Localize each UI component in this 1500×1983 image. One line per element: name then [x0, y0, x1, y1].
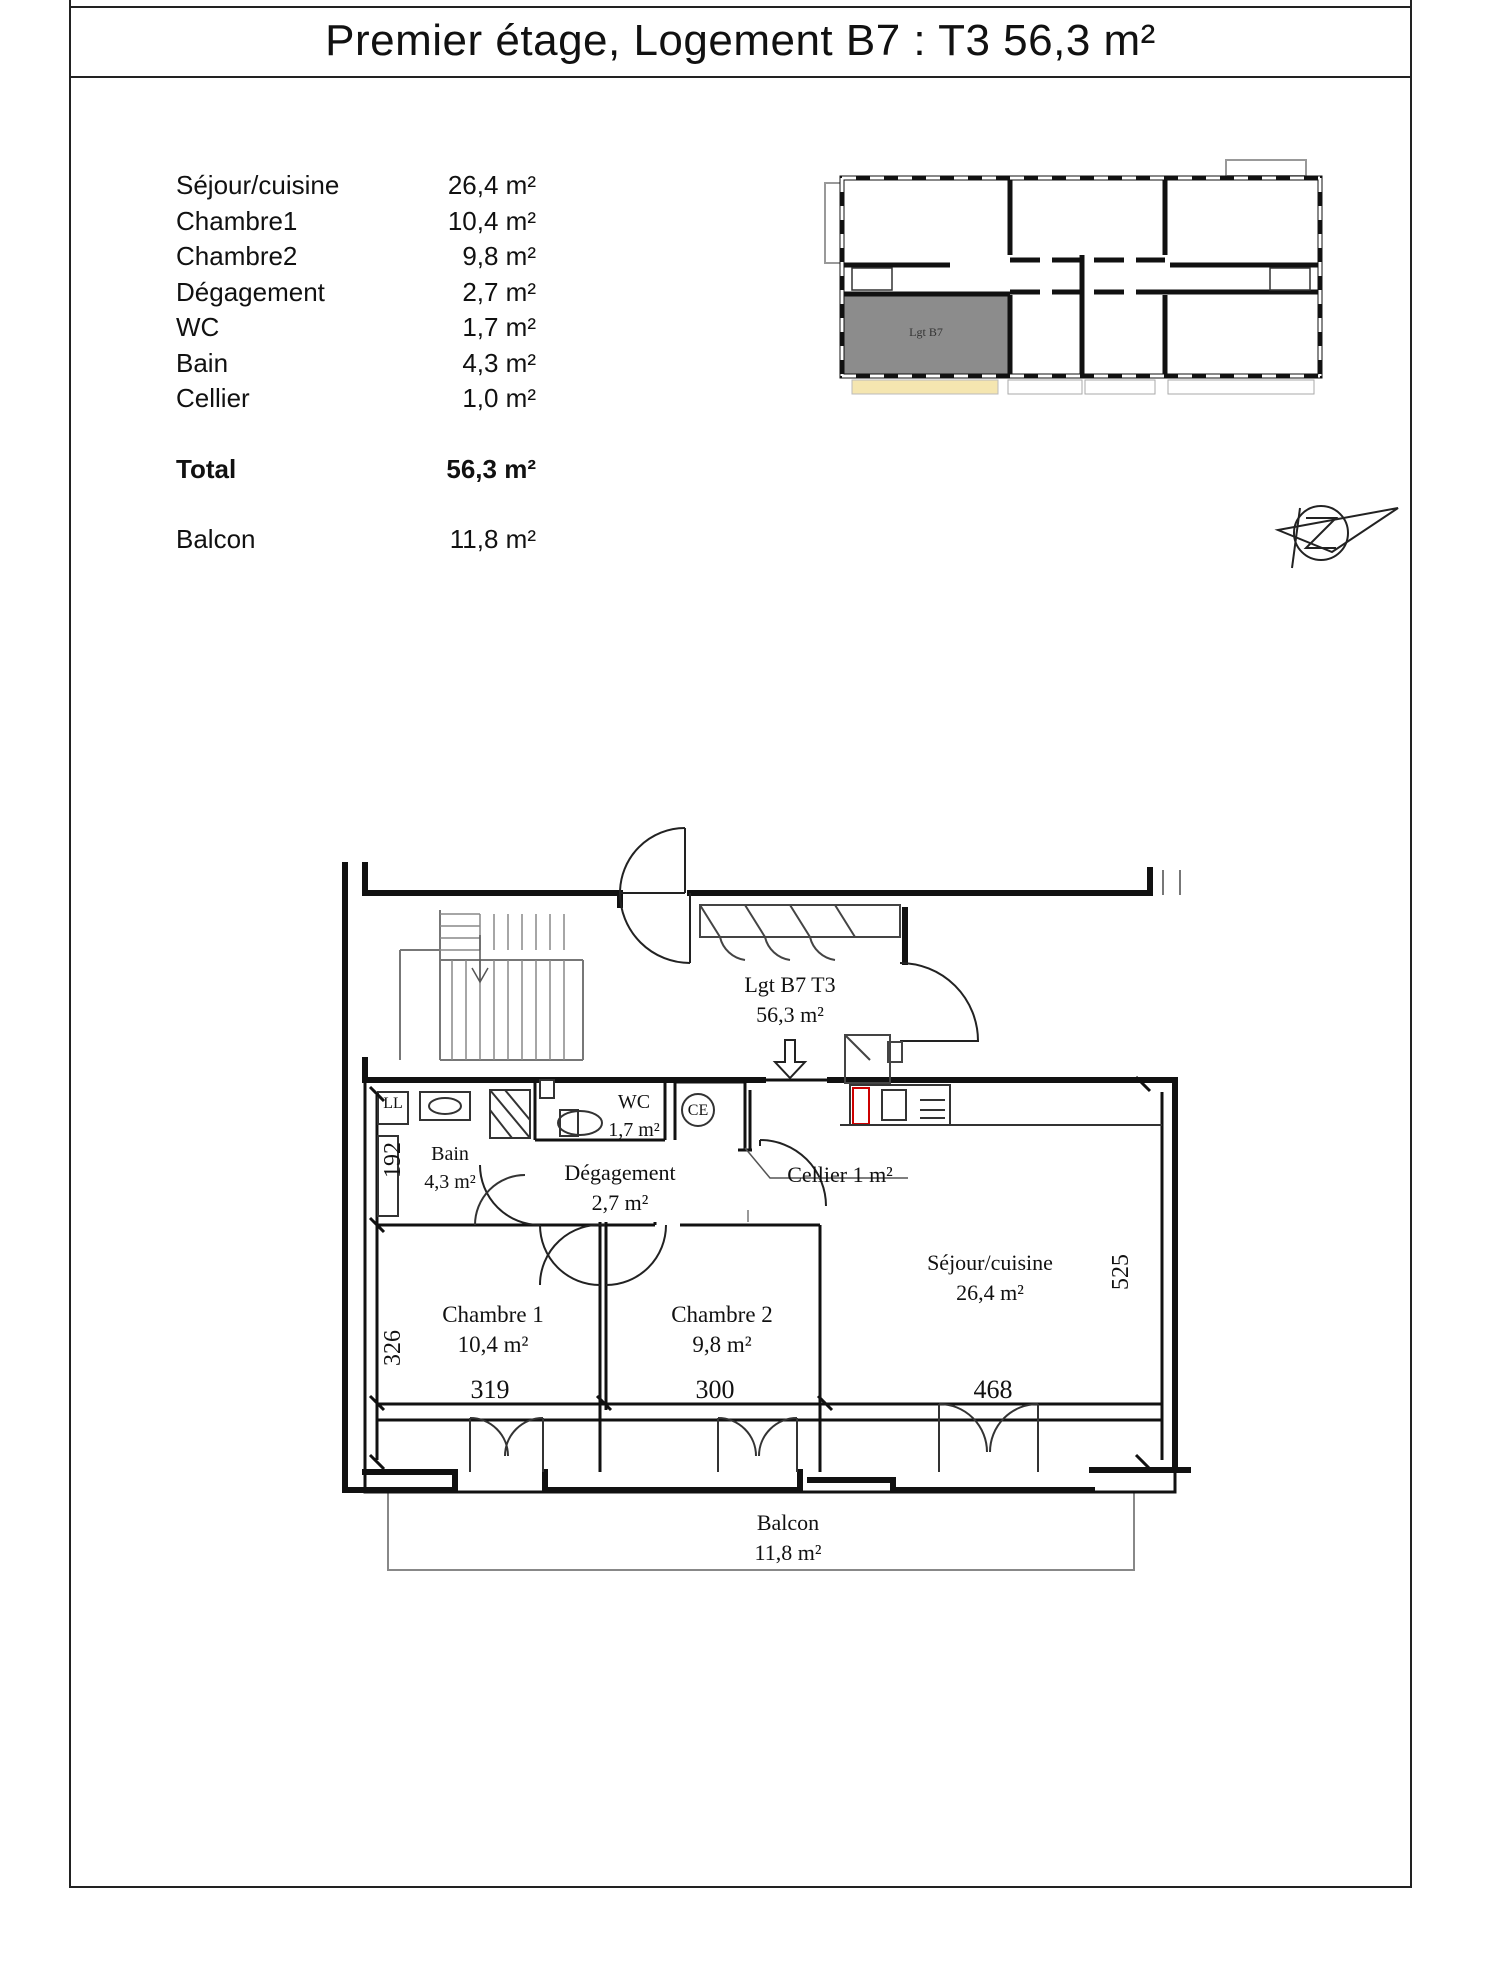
dim-326: 326 [380, 1330, 406, 1366]
dim-300: 300 [695, 1375, 735, 1404]
area-name: Cellier [176, 383, 250, 413]
bain-name: Bain [431, 1143, 469, 1165]
degagement-area: 2,7 m² [591, 1190, 649, 1215]
windows [470, 1404, 1038, 1472]
dim-192: 192 [380, 1142, 406, 1178]
chambre2-area: 9,8 m² [692, 1332, 752, 1357]
area-value: 10,4 m² [447, 205, 536, 236]
sejour-area: 26,4 m² [956, 1280, 1024, 1305]
total-label: Total [176, 453, 237, 484]
key-stair [1270, 268, 1310, 290]
dim-468: 468 [973, 1375, 1013, 1404]
floor-plan [345, 828, 1188, 1570]
area-name: Dégagement [176, 276, 325, 307]
area-name: Chambre1 [176, 205, 298, 236]
wc-area: 1,7 m² [608, 1119, 660, 1141]
area-value: 1,7 m² [462, 312, 536, 342]
chambre2-name: Chambre 2 [671, 1302, 773, 1327]
area-name: WC [176, 312, 220, 342]
balcon-value: 11,8 m² [449, 524, 536, 554]
wc-name: WC [617, 1091, 651, 1113]
unit-area: 56,3 m² [756, 1002, 824, 1027]
key-balcony [1168, 380, 1314, 394]
dim-319: 319 [470, 1375, 510, 1404]
key-unit-label: Lgt B7 [909, 325, 943, 339]
entrance-arrow-icon [775, 1040, 805, 1078]
sejour-name: Séjour/cuisine [927, 1250, 1053, 1275]
area-value: 2,7 m² [462, 276, 536, 307]
area-value: 4,3 m² [462, 347, 536, 378]
area-name: Chambre2 [176, 241, 298, 271]
ll-label: LL [383, 1095, 403, 1112]
key-balcony [1085, 380, 1155, 394]
stair-steps [440, 914, 564, 1060]
key-side-element [825, 183, 841, 263]
unit-label: Lgt B7 T3 [744, 972, 836, 997]
page-title: Premier étage, Logement B7 : T3 56,3 m² [325, 16, 1156, 65]
kitchen-fixtures [840, 1085, 1162, 1125]
area-name: Bain [176, 347, 229, 378]
chambre1-name: Chambre 1 [442, 1302, 544, 1327]
total-value: 56,3 m² [446, 453, 536, 484]
key-plan [825, 160, 1320, 394]
area-value: 9,8 m² [462, 241, 536, 271]
balcon-label: Balcon [176, 524, 256, 554]
area-value: 26,4 m² [447, 170, 536, 200]
degagement-name: Dégagement [564, 1160, 676, 1185]
balcon-name: Balcon [756, 1510, 820, 1535]
bain-area: 4,3 m² [424, 1171, 476, 1193]
balcon-area: 11,8 m² [754, 1540, 822, 1565]
key-stair [852, 268, 892, 290]
stair-arrow-icon [472, 935, 488, 982]
ce-label: CE [687, 1102, 709, 1119]
area-value: 1,0 m² [462, 383, 536, 413]
chambre1-area: 10,4 m² [457, 1332, 529, 1357]
area-name: Séjour/cuisine [176, 170, 340, 200]
key-roof-element [1226, 160, 1306, 176]
doors [480, 828, 978, 1285]
dim-525: 525 [1108, 1254, 1134, 1290]
key-balcony [1008, 380, 1082, 394]
key-balcony-highlight [852, 380, 998, 394]
north-arrow-icon [1278, 506, 1398, 568]
cellier-label: Cellier 1 m² [787, 1162, 893, 1187]
